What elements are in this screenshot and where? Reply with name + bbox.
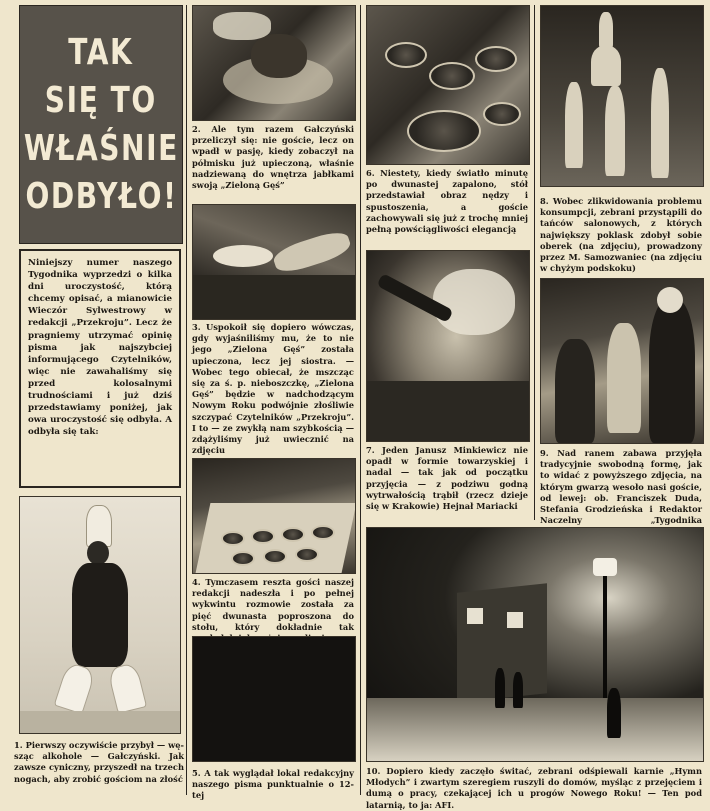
caption-4: 4. Tymczasem reszta gości naszej redakcji nadeszła i po pełnej wykwintu rozmowie została za pięć dwunasta poproszona do stołu, który dokładnie tak	[192, 577, 354, 632]
caption-6: 6. Niestety, kiedy światło minutę po dwunastej zapalono, stół przedstawiał obraz nędzy i spustoszenia, a goście zachowywali się już z trochę mniej pełną powściągliwości elegancją	[366, 168, 528, 235]
photo-10-night-street	[366, 527, 704, 762]
caption-8: 8. Wobec zlikwidowania problemu konsumpcji, zebrani przystąpili do tańców salonowych, z których największy poklask zdobył sobie oberek (na zdjęciu), prowadzony przez M. Samozwaniec (na zdjęciu w chyżym podskoku)	[540, 196, 702, 274]
photo-3-goose-pinch	[192, 204, 356, 320]
column-rule	[534, 5, 535, 520]
column-rule	[360, 5, 361, 795]
photo-1-galczynski	[19, 496, 181, 734]
caption-1: 1. Pierwszy oczywiście przybył — wę-sząc alkohole — Gałczyński. Jak zawsze cyniczny, przyszedł na trzech nogach, aby zrobić gościom na złość	[14, 740, 184, 784]
headline-line-3: WŁAŚNIE	[23, 127, 179, 169]
caption-7: 7. Jeden Janusz Minkiewicz nie opadł w formie towarzyskiej i nadal — tak jak od początku przyjęcia — z podziwu godną wytrwałością trąbił (rzecz dzieje się w Krakowie) Hejnał Mariacki	[366, 445, 528, 512]
photo-4-table-set	[192, 458, 356, 574]
photo-9-guests	[540, 278, 704, 444]
caption-5: 5. A tak wyglądał lokal redakcyjny naszego pisma punktualnie o 12-tej	[192, 768, 354, 801]
caption-3: 3. Uspokoił się dopiero wówczas, gdy wyjaśniliśmy mu, że to nie jego „Zielona Gęś” została upieczona, lecz jej siostra. — Wobec tego obiecał, że mszcząc się za ś. p. nieboszczkę, „Zielona Gęś” będzie w nadchodzącym Nowym Roku podwójnie złośliwie szczypać Czytelników „Przekroju”. I to — ze zwykłą nam szybkością — zdążyliśmy już uwiecznić na zdjęciu	[192, 322, 354, 456]
caption-9: 9. Nad ranem zabawa przyjęła tradycyjnie swobodną formę, jak to widać z powyższego zdjęcia, na którym gwarzą wesoło nasi goście, od lewej: ob. Franciszek Duda, Stefania Grodzieńska i Redaktor Naczelny „Tygodnika	[540, 448, 702, 526]
headline-line-1: TAK	[68, 31, 134, 73]
photo-6-ruined-table	[366, 5, 530, 165]
caption-2: 2. Ale tym razem Gałczyński przeliczył się: nie goście, lecz on wpadł w pasję, kiedy zobaczył na półmisku już upieczoną, właśnie nadziewaną do wnętrza jabłkami swoją „Zieloną Gęś”	[192, 124, 354, 191]
headline-block	[19, 5, 183, 244]
photo-7-minkiewicz	[366, 250, 530, 442]
intro-text: Niniejszy numer naszego Tygodnika wyprzedzi o kilka dni uroczystość, którą chcemy opisać, a mianowicie Wieczór Sylwestrowy w redakcji „Przekroju”. Lecz że pragniemy utrzymać opinię pisma jak najszybciej informującego Czytelników, więc nie zawahaliśmy się przed kolosalnymi trudnościami i już dziś przedstawiamy poniżej, jak owa uroczystość się odbyła. A odbyła się tak:	[28, 258, 172, 438]
intro-box	[19, 249, 181, 488]
photo-8-dancers	[540, 5, 704, 187]
headline-line-2: SIĘ TO	[44, 79, 157, 121]
headline-line-4: ODBYŁO!	[25, 175, 178, 217]
column-rule	[186, 5, 187, 795]
photo-2-goose-platter	[192, 5, 356, 121]
caption-10: 10. Dopiero kiedy zaczęło świtać, zebrani odśpiewali karnie „Hymn Młodych” i zwartym szeregiem ruszyli do domów, myśląc z przejęciem i dumą o pracy, czekającej ich u progów Nowego Roku! — Ten pod latarnią, to ja: AFI.	[366, 766, 702, 810]
photo-5-dark-office	[192, 636, 356, 762]
